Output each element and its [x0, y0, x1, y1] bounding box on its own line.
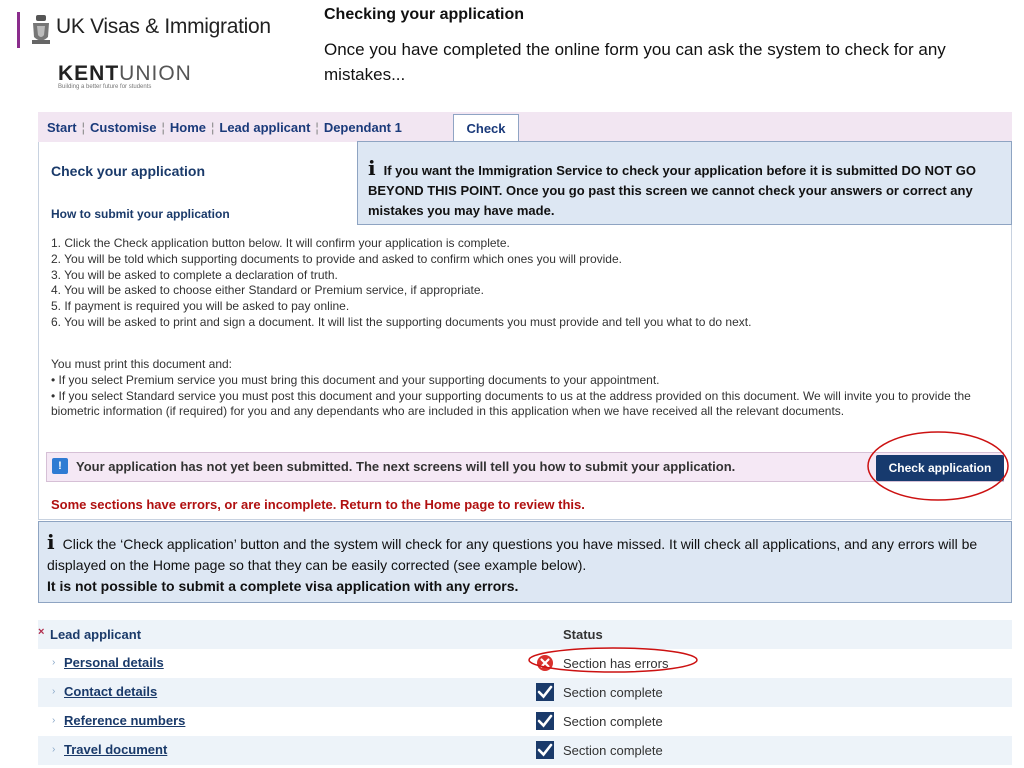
slide-subtitle: Once you have completed the online form you can ask the system to check for any mistakes... [324, 40, 946, 84]
tab-links [47, 120, 402, 135]
status-header: Status [563, 627, 603, 642]
kent-union-tagline: Building a better future for students [58, 84, 152, 90]
print-premium: • If you select Premium service you must bring this document and your supporting documents to your appointment. [51, 372, 660, 387]
slide-title: Checking your application [324, 6, 525, 23]
status-text: Section complete [563, 714, 663, 729]
table-row [38, 678, 1012, 707]
status-table [38, 620, 1012, 765]
royal-crest-icon [30, 13, 52, 47]
errors-message: Some sections have errors, or are incomplete. Return to the Home page to review this. [51, 497, 585, 512]
reference-numbers-link[interactable]: Reference numbers [64, 713, 186, 728]
info-callout-text: If you want the Immigration Service to check your application before it is submitted DO NOT GO BEYOND THIS POINT. Once you go past this screen we cannot check your answers or correct any mistakes you may have made. [368, 163, 976, 218]
chevron-right-icon: › [52, 657, 56, 668]
tab-dependant-1[interactable]: Dependant 1 [323, 120, 402, 135]
status-text: Section complete [563, 743, 663, 758]
highlight-ellipse-annotation [866, 430, 1010, 502]
steps-list [51, 236, 1001, 331]
kent-union-logo [58, 62, 192, 86]
tab-home[interactable]: Home [169, 120, 206, 135]
travel-document-link[interactable]: Travel document [64, 742, 168, 757]
info-callout-explanation [38, 521, 1012, 603]
tab-start[interactable]: Start [47, 120, 77, 135]
info-callout-strong: It is not possible to submit a complete visa application with any errors. [47, 578, 519, 594]
step-item: 1. Click the Check application button below. It will confirm your application is complete. [51, 236, 510, 250]
step-item: 6. You will be asked to print and sign a document. It will list the supporting documents you must provide and tell you what to do next. [51, 314, 752, 329]
print-intro: You must print this document and: [51, 357, 232, 371]
step-item: 4. You will be asked to choose either Standard or Premium service, if appropriate. [51, 283, 484, 298]
info-icon: i [368, 156, 376, 180]
print-instructions [51, 357, 1001, 420]
ukvi-logo-text: UK Visas & Immigration [56, 15, 271, 38]
contact-details-link[interactable]: Contact details [64, 684, 158, 699]
personal-details-link[interactable]: Personal details [64, 655, 164, 670]
chevron-right-icon: › [52, 715, 56, 726]
tab-lead-applicant[interactable]: Lead applicant [219, 120, 311, 135]
tab-check[interactable]: Check [453, 114, 519, 143]
tab-customise[interactable]: Customise [90, 120, 157, 135]
tab-separator: ¦ [161, 120, 165, 135]
tab-separator: ¦ [81, 120, 86, 135]
table-row [38, 736, 1012, 765]
checkmark-icon [535, 740, 555, 760]
error-highlight-ellipse-annotation [527, 646, 699, 674]
notice-text: Your application has not yet been submitted. The next screens will tell you how to submit your application. [76, 459, 736, 474]
checkmark-icon [535, 711, 555, 731]
status-text: Section has errors [563, 656, 669, 671]
kent-logo-light: UNION [119, 62, 192, 85]
section-header: Lead applicant [50, 627, 142, 642]
info-badge-icon: ! [52, 458, 68, 474]
panel-title: Check your application [51, 163, 206, 179]
panel-subheading: How to submit your application [51, 207, 230, 221]
table-row [38, 707, 1012, 736]
print-standard: • If you select Standard service you must post this document and your supporting documents to us at the address provided on this document. We will invite you to provide the biometric information (if required) for you and any dependants who are included in this application when we have received all the relevant documents. [51, 388, 971, 419]
chevron-right-icon: › [52, 744, 56, 755]
info-callout-text: Click the ‘Check application’ button and the system will check for any questions you have missed. It will check all applications, and any errors will be displayed on the Home page so that they can be easily corrected (see example below). [47, 536, 978, 573]
brand-bar [17, 12, 20, 48]
kent-logo-bold: KENT [58, 62, 120, 85]
step-item: 2. You will be told which supporting documents to provide and asked to confirm which ones you will provide. [51, 251, 622, 266]
table-header-row [38, 620, 1012, 649]
info-icon: i [47, 530, 55, 554]
step-item: 5. If payment is required you will be asked to pay online. [51, 299, 350, 314]
step-item: 3. You will be asked to complete a declaration of truth. [51, 267, 338, 282]
status-text: Section complete [563, 685, 663, 700]
table-row [38, 649, 1012, 678]
checkmark-icon [535, 682, 555, 702]
info-callout-warning [357, 141, 1012, 225]
chevron-right-icon: › [52, 686, 56, 697]
check-application-button[interactable]: Check application [876, 455, 1004, 481]
collapse-icon[interactable]: × [38, 626, 45, 638]
tab-separator: ¦ [315, 120, 319, 135]
tab-separator: ¦ [211, 120, 215, 135]
